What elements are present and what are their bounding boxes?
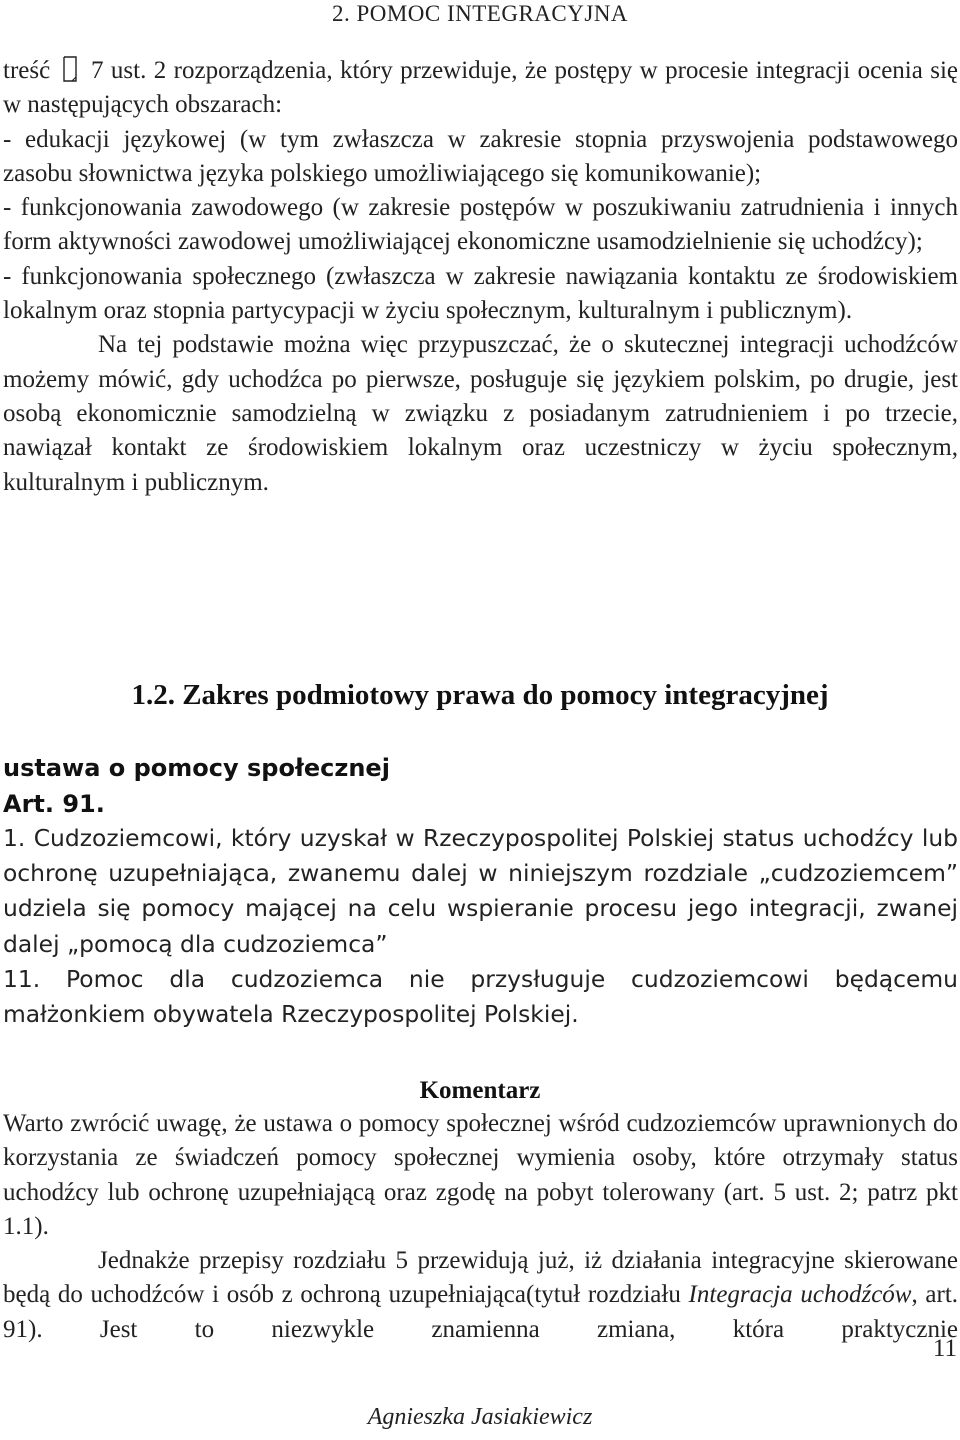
intro-lead-word: treść (3, 57, 51, 84)
commentary-text: , art. 91). Jest to niezwykle znamienna zmiana, która praktycznie (3, 1281, 959, 1343)
commentary-text: Jednakże przepisy rozdziału 5 przewidują już, iż działania integracyjne skierowane będą do uchodźców i osób z ochroną uzupełniająca(tytuł rozdziału (3, 1247, 958, 1309)
commentary-paragraph: Warto zwrócić uwagę, że ustawa o pomocy społecznej wśród cudzoziemców uprawnionych do korzystania ze świadczeń pomocy społecznej wymienia osoby, które otrzymały status uchodźcy lub ochronę uzupełniającą oraz zgodę na pobyt tolerowany (art. 5 ust. 2; patrz pkt 1.1). (3, 1110, 958, 1240)
article-paragraph: 11. Pomoc dla cudzoziemca nie przysługuje cudzoziemcowi będącemu małżonkiem obywatela Rzeczypospolitej Polskiej. (3, 964, 958, 1029)
paragraph-sign-icon (60, 56, 80, 82)
integration-criteria-block (3, 54, 958, 500)
intro-text: 7 ust. 2 rozporządzenia, który przewiduje, że postępy w procesie integracji ocenia się w następujących obszarach: (3, 57, 959, 119)
footer-author: Agnieszka Jasiakiewicz (367, 1404, 593, 1430)
section-heading: 1.2. Zakres podmiotowy prawa do pomocy integracyjnej (131, 679, 829, 711)
commentary-block (3, 1107, 958, 1347)
chapter-title: 2. POMOC INTEGRACYJNA (331, 1, 629, 26)
article-paragraph: 1. Cudzoziemcowi, który uzyskał w Rzeczypospolitej Polskiej status uchodźcy lub ochronę uzupełniająca, zwanemu dalej w niniejszym rozdziale „cudzoziemcem” udziela się pomocy mającej na celu wspieranie procesu jego integracji, zwanej dalej „pomocą dla cudzoziemca” (3, 824, 958, 958)
chapter-reference: Integracja uchodźców (688, 1281, 912, 1309)
article-number: Art. 91. (3, 790, 105, 818)
conclusion-paragraph: Na tej podstawie można więc przypuszczać, że o skutecznej integracji uchodźców możemy mówić, gdy uchodźca po pierwsze, posługuje się językiem polskim, po drugie, jest osobą ekonomicznie samodzielną w związku z posiadanym zatrudnieniem i po trzecie, nawiązał kontakt ze środowiskiem lokalnym oraz uczestniczy w życiu społecznym, kulturalnym i publicznym. (3, 331, 958, 496)
act-title: ustawa o pomocy społecznej (3, 754, 390, 782)
commentary-title: Komentarz (419, 1077, 541, 1104)
article-text (3, 821, 958, 1032)
commentary-paragraph (3, 1244, 958, 1347)
criterion-item: - funkcjonowania zawodowego (w zakresie postępów w poszukiwaniu zatrudnienia i innych form aktywności zawodowej umożliwiającej ekonomiczne usamodzielnienie się uchodźcy); (3, 194, 958, 256)
intro-paragraph (3, 54, 958, 123)
page-number: 11 (932, 1335, 957, 1362)
criterion-item: - edukacji językowej (w tym zwłaszcza w zakresie stopnia przyswojenia podstawowego zasobu słownictwa języka polskiego umożliwiającego się komunikowanie); (3, 125, 958, 187)
running-header (0, 0, 960, 30)
criterion-item: - funkcjonowania społecznego (zwłaszcza w zakresie nawiązania kontaktu ze środowiskiem lokalnym oraz stopnia partycypacji w życiu społecznym, kulturalnym i publicznym). (3, 262, 958, 325)
